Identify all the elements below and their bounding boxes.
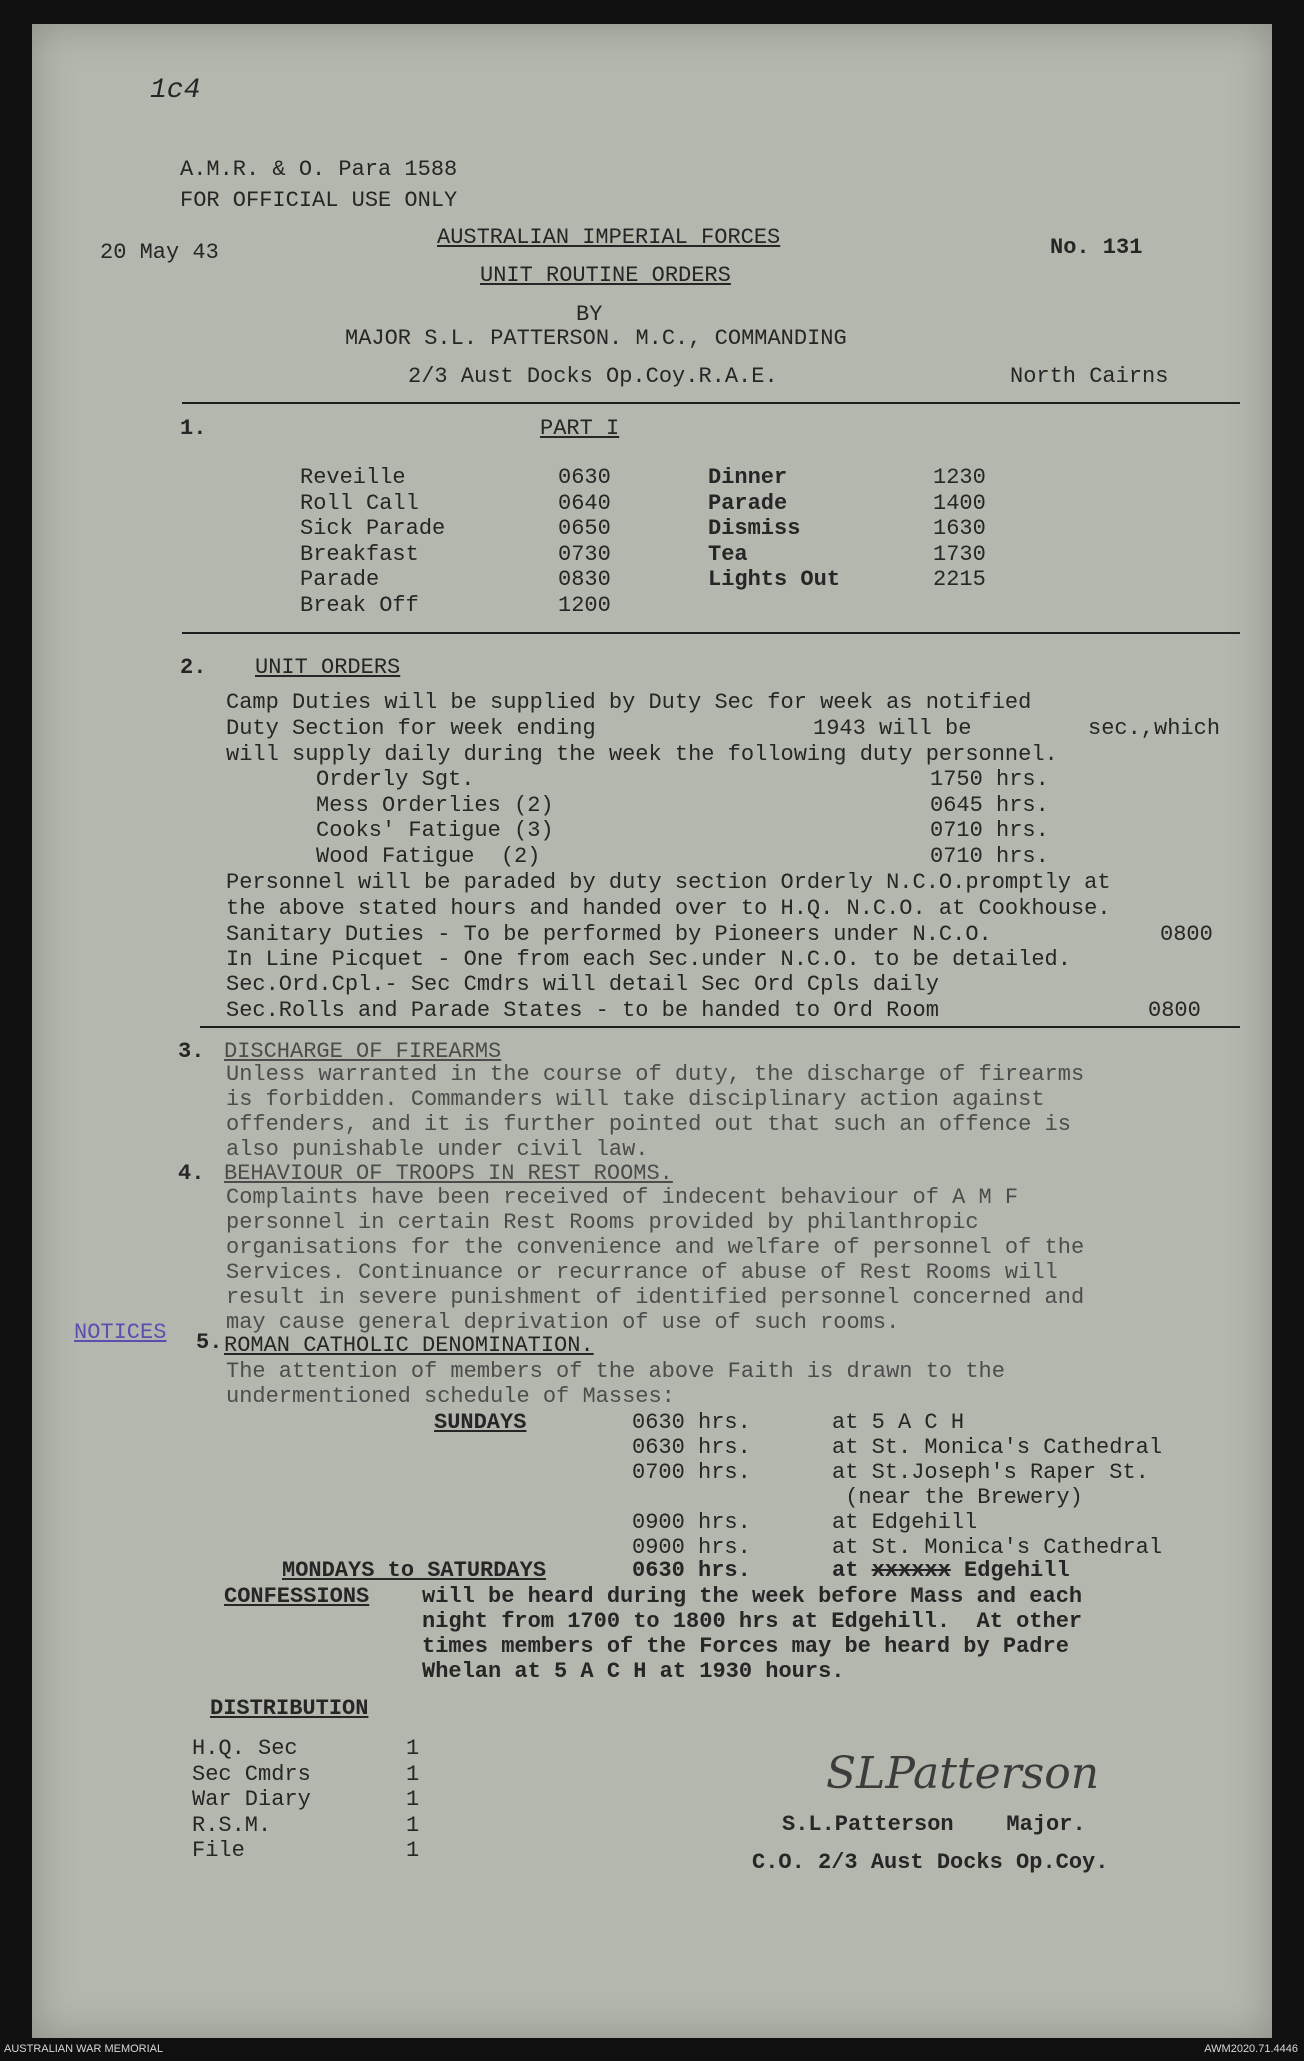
duty-name: Wood Fatigue (2) bbox=[316, 843, 541, 869]
section-3-number: 3. bbox=[178, 1039, 205, 1064]
unit-orders-line: Duty Section for week ending bbox=[226, 716, 596, 741]
firearms-line: Unless warranted in the course of duty, the discharge of firearms bbox=[226, 1062, 1085, 1087]
section-5-number: 5. bbox=[196, 1330, 223, 1355]
schedule-item-name: Dismiss bbox=[708, 516, 801, 541]
confessions-line: times members of the Forces may be heard by Padre bbox=[422, 1634, 1069, 1659]
mass-time: 0630 hrs. bbox=[632, 1435, 751, 1460]
handwritten-signature: SLPatterson bbox=[826, 1748, 1100, 1799]
distribution-item-name: R.S.M. bbox=[192, 1812, 272, 1838]
order-date: 20 May 43 bbox=[100, 240, 219, 265]
section-4-number: 4. bbox=[178, 1161, 205, 1186]
catholic-text: The attention of members of the above Faith is drawn to the bbox=[226, 1359, 1005, 1384]
unit-orders-line: Sec.Ord.Cpl.- Sec Cmdrs will detail Sec Ord Cpls daily bbox=[226, 972, 939, 997]
distribution-item-count: 1 bbox=[406, 1736, 420, 1761]
unit-orders-line: the above stated hours and handed over to H.Q. N.C.O. at Cookhouse. bbox=[226, 896, 1111, 921]
schedule-item-time: 0650 bbox=[558, 516, 611, 541]
schedule-item-time: 0830 bbox=[558, 567, 611, 592]
rest-rooms-heading: BEHAVIOUR OF TROOPS IN REST ROOMS. bbox=[224, 1161, 673, 1186]
distribution-item-name: War Diary bbox=[192, 1787, 311, 1812]
duty-name: Cooks' Fatigue (3) bbox=[316, 818, 554, 843]
mass-time: 0630 hrs. bbox=[632, 1410, 751, 1435]
confessions-line: will be heard during the week before Mass and each bbox=[422, 1584, 1083, 1609]
unit-orders-line: Sanitary Duties - To be performed by Pioneers under N.C.O. bbox=[226, 922, 992, 947]
schedule-item-name: Breakfast bbox=[300, 541, 419, 567]
mass-time: 0700 hrs. bbox=[632, 1460, 751, 1485]
schedule-item-name: Tea bbox=[708, 541, 748, 567]
unit-location: North Cairns bbox=[1010, 364, 1169, 389]
mass-place: at St. Monica's Cathedral bbox=[832, 1435, 1163, 1460]
mass-place: at Edgehill bbox=[832, 1510, 978, 1535]
archive-credit: AUSTRALIAN WAR MEMORIAL bbox=[4, 2043, 164, 2055]
weekdays-label: MONDAYS to SATURDAYS bbox=[282, 1558, 547, 1583]
duty-time: 1750 hrs. bbox=[930, 767, 1049, 792]
distribution-item-count: 1 bbox=[406, 1838, 420, 1863]
rest-rooms-line: may cause general deprivation of use of such rooms. bbox=[226, 1310, 900, 1335]
schedule-item-time: 0630 bbox=[558, 465, 611, 490]
rest-rooms-line: result in severe punishment of identified personnel concerned and bbox=[226, 1285, 1085, 1310]
unit-orders-line: In Line Picquet - One from each Sec.under N.C.O. to be detailed. bbox=[226, 947, 1071, 972]
rest-rooms-line: organisations for the convenience and welfare of personnel of the bbox=[226, 1235, 1085, 1260]
firearms-line: is forbidden. Commanders will take disciplinary action against bbox=[226, 1087, 1045, 1112]
schedule-item-time: 1730 bbox=[933, 541, 986, 567]
distribution-item-name: Sec Cmdrs bbox=[192, 1761, 311, 1787]
unit-orders-line: 1943 will be bbox=[813, 716, 972, 741]
distribution-heading: DISTRIBUTION bbox=[210, 1696, 369, 1721]
duty-time: 0710 hrs. bbox=[930, 818, 1049, 843]
unit-name: 2/3 Aust Docks Op.Coy.R.A.E. bbox=[408, 364, 778, 389]
sundays-label: SUNDAYS bbox=[434, 1410, 527, 1435]
schedule-item-name: Roll Call bbox=[300, 490, 419, 516]
distribution-item-name: H.Q. Sec bbox=[192, 1736, 298, 1761]
schedule-item-name: Parade bbox=[708, 490, 788, 516]
duty-time: 0710 hrs. bbox=[930, 843, 1049, 869]
order-number: No. 131 bbox=[1050, 235, 1143, 260]
rest-rooms-line: Services. Continuance or recurrance of abuse of Rest Rooms will bbox=[226, 1260, 1058, 1285]
weekdays-time: 0630 hrs. bbox=[632, 1558, 751, 1583]
firearms-heading: DISCHARGE OF FIREARMS bbox=[224, 1039, 502, 1064]
document-subtitle: UNIT ROUTINE ORDERS bbox=[480, 263, 731, 288]
archive-reference: AWM2020.71.4446 bbox=[1204, 2043, 1298, 2055]
security-caption: FOR OFFICIAL USE ONLY bbox=[180, 188, 458, 213]
by-label: BY bbox=[576, 302, 603, 327]
mass-place: at 5 A C H bbox=[832, 1410, 965, 1435]
section-1-number: 1. bbox=[180, 416, 207, 441]
unit-orders-time: 0800 bbox=[1148, 998, 1201, 1023]
mass-place: (near the Brewery) bbox=[832, 1485, 1083, 1510]
firearms-line: offenders, and it is further pointed out that such an offence is bbox=[226, 1112, 1071, 1137]
firearms-line: also punishable under civil law. bbox=[226, 1137, 649, 1162]
unit-orders-line: Sec.Rolls and Parade States - to be handed to Ord Room bbox=[226, 998, 939, 1023]
schedule-item-time: 1630 bbox=[933, 516, 986, 541]
schedule-item-name: Reveille bbox=[300, 465, 406, 490]
distribution-item-name: File bbox=[192, 1838, 245, 1863]
unit-orders-time: 0800 bbox=[1160, 922, 1213, 947]
part-heading: PART I bbox=[540, 416, 620, 441]
unit-orders-heading: UNIT ORDERS bbox=[255, 655, 401, 680]
mass-time: 0900 hrs. bbox=[632, 1510, 751, 1535]
duty-name: Mess Orderlies (2) bbox=[316, 792, 554, 818]
confessions-label: CONFESSIONS bbox=[224, 1584, 370, 1609]
unit-orders-line: Personnel will be paraded by duty section Orderly N.C.O.promptly at bbox=[226, 870, 1111, 895]
schedule-item-name: Lights Out bbox=[708, 567, 841, 592]
schedule-item-time: 0730 bbox=[558, 541, 611, 567]
catholic-heading: ROMAN CATHOLIC DENOMINATION. bbox=[224, 1333, 594, 1358]
rest-rooms-line: Complaints have been received of indecent behaviour of A M F bbox=[226, 1185, 1019, 1210]
commander-line: MAJOR S.L. PATTERSON. M.C., COMMANDING bbox=[345, 326, 847, 351]
catholic-text: undermentioned schedule of Masses: bbox=[226, 1384, 675, 1409]
header-rule bbox=[182, 402, 1240, 404]
rest-rooms-line: personnel in certain Rest Rooms provided by philanthropic bbox=[226, 1210, 979, 1235]
confessions-line: Whelan at 5 A C H at 1930 hours. bbox=[422, 1659, 845, 1684]
mass-place: at St.Joseph's Raper St. bbox=[832, 1460, 1149, 1485]
struck-text: xxxxxx bbox=[871, 1558, 951, 1583]
section-rule bbox=[182, 632, 1240, 634]
document-title: AUSTRALIAN IMPERIAL FORCES bbox=[437, 225, 781, 250]
weekdays-place: at xxxxxx Edgehill bbox=[832, 1558, 1070, 1583]
schedule-item-name: Break Off bbox=[300, 592, 419, 618]
signatory-name: S.L.Patterson Major. bbox=[782, 1812, 1086, 1837]
distribution-item-count: 1 bbox=[406, 1787, 420, 1812]
confessions-line: night from 1700 to 1800 hrs at Edgehill. At other bbox=[422, 1609, 1083, 1634]
schedule-item-time: 1230 bbox=[933, 465, 986, 490]
distribution-item-count: 1 bbox=[406, 1812, 420, 1838]
schedule-item-time: 0640 bbox=[558, 490, 611, 516]
duty-time: 0645 hrs. bbox=[930, 792, 1049, 818]
mass-time: 0900 hrs. bbox=[632, 1535, 751, 1560]
unit-orders-line: sec.,which bbox=[1088, 716, 1221, 741]
section-2-number: 2. bbox=[180, 655, 207, 680]
schedule-item-name: Dinner bbox=[708, 465, 788, 490]
duty-name: Orderly Sgt. bbox=[316, 767, 475, 792]
schedule-item-name: Sick Parade bbox=[300, 516, 446, 541]
reference-line: A.M.R. & O. Para 1588 bbox=[180, 157, 458, 182]
schedule-item-time: 1200 bbox=[558, 592, 611, 618]
schedule-item-time: 1400 bbox=[933, 490, 986, 516]
distribution-item-count: 1 bbox=[406, 1761, 420, 1787]
notices-stamp: NOTICES bbox=[74, 1320, 167, 1345]
unit-orders-line: Camp Duties will be supplied by Duty Sec for week as notified bbox=[226, 690, 1032, 715]
section-rule bbox=[200, 1026, 1240, 1028]
schedule-item-time: 2215 bbox=[933, 567, 986, 592]
unit-orders-line: will supply daily during the week the following duty personnel. bbox=[226, 742, 1058, 767]
handwritten-mark: 1c4 bbox=[150, 75, 201, 106]
signatory-title: C.O. 2/3 Aust Docks Op.Coy. bbox=[752, 1850, 1109, 1875]
schedule-item-name: Parade bbox=[300, 567, 380, 592]
mass-place: at St. Monica's Cathedral bbox=[832, 1535, 1163, 1560]
